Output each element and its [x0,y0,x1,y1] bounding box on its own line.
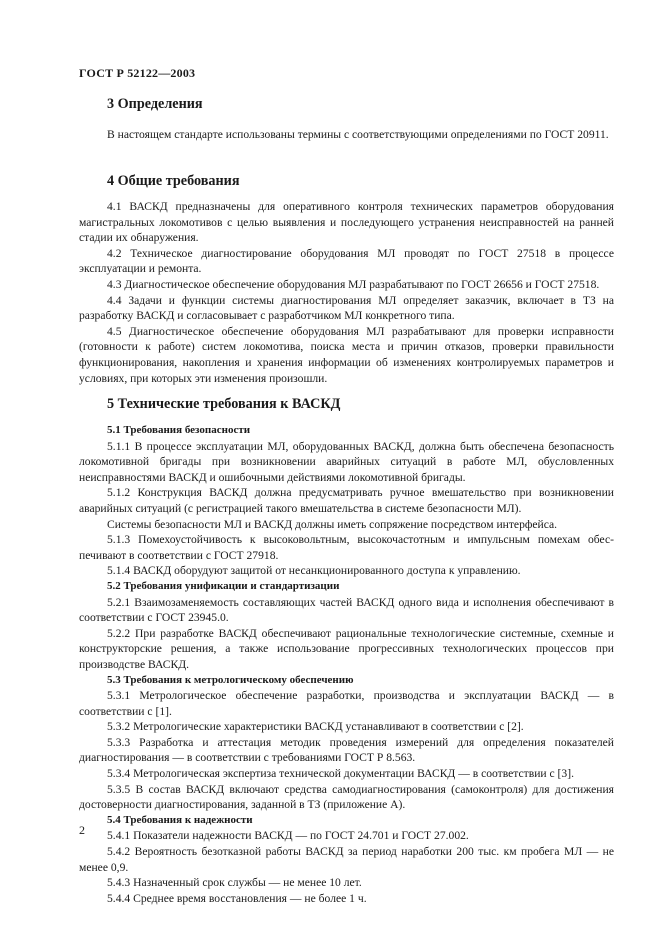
paragraph-5-2-2: 5.2.2 При разработке ВАСКД обеспечивают рациональные технологические системные, схемные и конструкторские решения, а также использование прогрессивных технологических процессов при производстве ВАСКД. [79,626,614,671]
paragraph-5-3-5: 5.3.5 В состав ВАСКД включают средства самодиагностирования (самоконтроля) для достижения достоверности диагностирования, заданной в ТЗ (приложение А). [79,782,614,812]
paragraph-5-4-3: 5.4.3 Назначенный срок службы — не менее 10 лет. [107,876,362,890]
paragraph-5-4-1: 5.4.1 Показатели надежности ВАСКД — по ГОСТ 24.701 и ГОСТ 27.002. [107,829,469,843]
page-number: 2 [79,823,85,837]
paragraph-4-2: 4.2 Техническое диагностирование оборудования МЛ проводят по ГОСТ 27518 в процессе эксплуатации и ремонта. [79,246,614,276]
paragraph-5-3-3: 5.3.3 Разработка и аттестация методик проведения измерений для определения показателей диагностирования — в соответствии с требованиями ГОСТ Р 8.563. [79,735,614,765]
paragraph-5-2-1: 5.2.1 Взаимозаменяемость составляющих частей ВАСКД одного вида и исполнения обеспечивают в соответствии с ГОСТ 23945.0. [79,595,614,625]
paragraph-5-1-3: 5.1.3 Помехоустойчивость к высоковольтным, высокочастотным и импульсным помехам обеспечивают в соответствии с ГОСТ 27918. [79,533,614,562]
paragraph-4-4: 4.4 Задачи и функции системы диагностирования МЛ определяет заказчик, включает в ТЗ на разработку ВАСКД и согласовывает с разработчиком МЛ конкретного типа. [79,293,614,323]
subsection-5-3-title: 5.3 Требования к метрологическому обеспечению [107,673,354,686]
paragraph-5-1-2: 5.1.2 Конструкция ВАСКД должна предусматривать ручное вмешательство при возникновении аварийных ситуаций (с регистрацией такого вмешательства в системе безопасности МЛ). [79,486,614,515]
paragraph-5-3-1: 5.3.1 Метрологическое обеспечение разработки, производства и эксплуатации ВАСКД — в соответствии с [1]. [79,689,614,718]
paragraph-5-1-2-b: Системы безопасности МЛ и ВАСКД должны иметь сопряжение посредством интерфейса. [107,517,558,531]
section-5-title: 5 Технические требования к ВАСКД [107,396,341,412]
paragraph-4-1: 4.1 ВАСКД предназначены для оперативного контроля технических параметров оборудования магистральных локомотивов с целью выявления и последующего устранения неисправностей на ранней стадии их обнаружения. [79,200,614,245]
section-4-body [79,199,614,386]
section-3-title: 3 Определения [107,96,203,112]
subsection-5-1-title: 5.1 Требования безопасности [107,424,251,436]
subsection-5-2-title: 5.2 Требования унификации и стандартизации [107,579,340,592]
paragraph-4-3: 4.3 Диагностическое обеспечение оборудования МЛ разрабатывают по ГОСТ 26656 и ГОСТ 27518. [107,277,600,291]
paragraph-5-3-2: 5.3.2 Метрологические характеристики ВАСКД устанавливают в соответствии с [2]. [107,720,524,734]
paragraph-5-1-1: 5.1.1 В процессе эксплуатации МЛ, оборудованных ВАСКД, должна быть обеспечена безопасность локомотивной бригады при возникновении аварийных ситуаций в работе МЛ, обусловленных неисправностями ВАСКД и ошибочными действиями локомотивной бригады. [79,439,614,484]
paragraph: В настоящем стандарте использованы термины с соответствующими определениями по ГОСТ 20911. [107,128,609,141]
section-5-body [79,423,614,906]
paragraph-5-4-2: 5.4.2 Вероятность безотказной работы ВАСКД за период наработки 200 тыс. км пробега МЛ — не менее 0,9. [79,845,614,874]
section-3-body [79,127,614,143]
document-header: ГОСТ Р 52122—2003 [79,66,196,80]
paragraph-4-5: 4.5 Диагностическое обеспечение оборудования МЛ разрабатывают для проверки исправности (готовности к работе) систем локомотива, поиска места и причин отказов, проверки правильности функционирования, накопления и хранения информации об изменениях контролируемых параметров и условиях, при которых эти изменения произошли. [79,324,614,385]
paragraph-5-1-4: 5.1.4 ВАСКД оборудуют защитой от несанкционированного доступа к управлению. [107,564,521,578]
paragraph-5-4-4: 5.4.4 Среднее время восстановления — не более 1 ч. [107,891,367,905]
section-4-title: 4 Общие требования [107,173,240,189]
subsection-5-4-title: 5.4 Требования к надежности [107,813,253,826]
paragraph-5-3-4: 5.3.4 Метрологическая экспертиза технической документации ВАСКД — в соответствии с [3]. [107,767,574,781]
